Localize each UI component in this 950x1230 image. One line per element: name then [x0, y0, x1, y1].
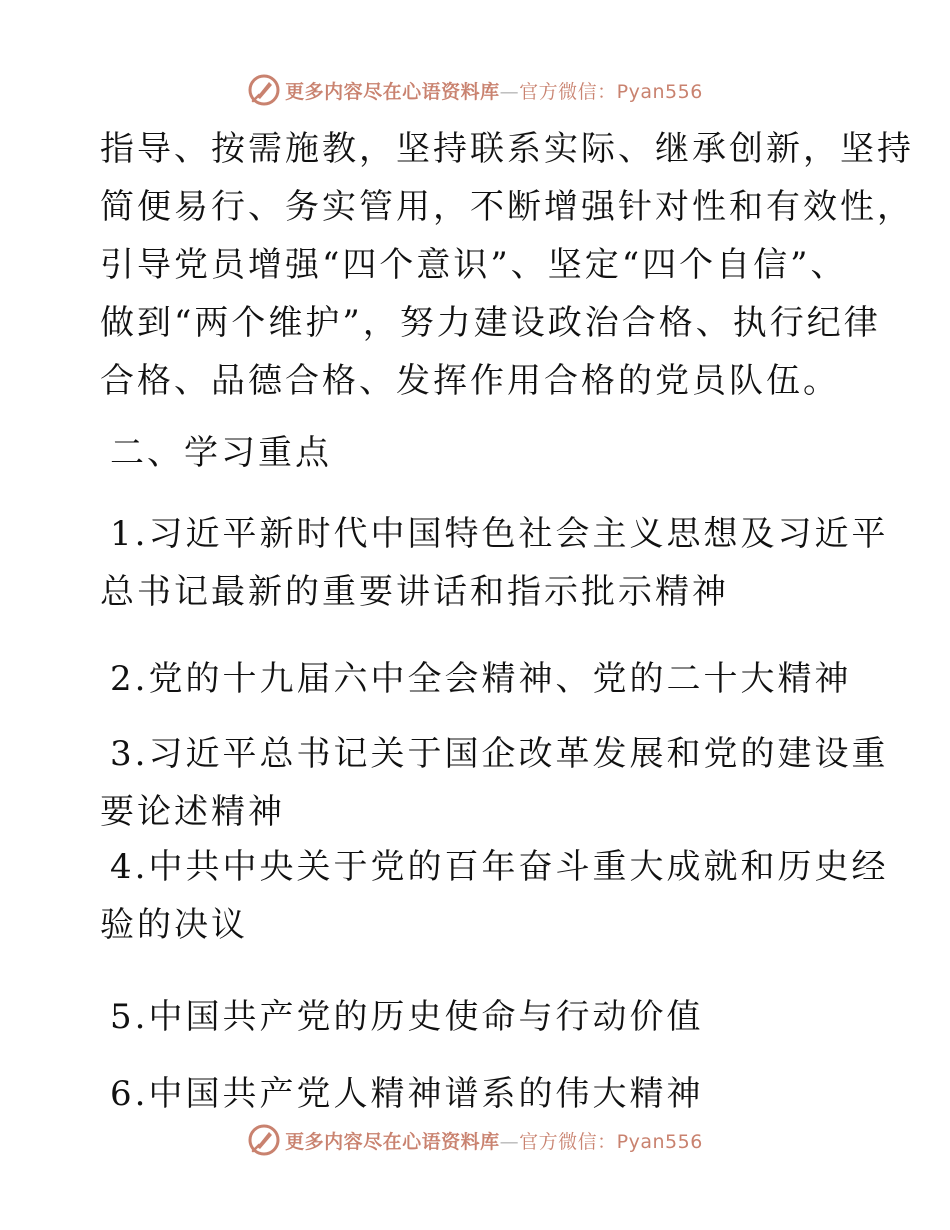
list-item — [100, 988, 703, 1046]
watermark-banner-top — [0, 70, 950, 110]
item-line: 总书记最新的重要讲话和指示批示精神 — [100, 572, 729, 612]
watermark-text — [285, 1127, 703, 1154]
list-item — [100, 838, 888, 954]
item-line: 中共中央关于党的百年奋斗重大成就和历史经 — [148, 847, 889, 887]
list-item — [100, 650, 851, 708]
intro-paragraph — [100, 120, 914, 410]
list-item — [100, 1065, 703, 1123]
watermark-text — [285, 77, 703, 104]
quill-logo-icon — [247, 1123, 281, 1157]
item-line: 党的十九届六中全会精神、党的二十大精神 — [148, 659, 852, 699]
list-item — [100, 725, 888, 841]
watermark-brand: 更多内容尽在心语资料库 — [285, 1130, 500, 1153]
item-line: 中国共产党人精神谱系的伟大精神 — [148, 1074, 704, 1114]
item-line: 中国共产党的历史使命与行动价值 — [148, 997, 704, 1037]
item-number: 3. — [110, 734, 149, 774]
watermark-contact: 官方微信：Pyan556 — [519, 80, 703, 103]
list-item — [100, 505, 888, 621]
item-number: 6. — [110, 1074, 149, 1114]
item-number: 1. — [110, 514, 149, 554]
item-line: 要论述精神 — [100, 792, 285, 832]
intro-line: 合格、品德合格、发挥作用合格的党员队伍。 — [100, 361, 840, 401]
intro-line: 指导、按需施教，坚持联系实际、继承创新，坚持 — [100, 129, 914, 169]
item-number: 4. — [110, 847, 149, 887]
item-line: 验的决议 — [100, 905, 248, 945]
watermark-separator: — — [499, 1130, 520, 1153]
watermark-banner-bottom — [0, 1120, 950, 1160]
intro-line: 引导党员增强“四个意识”、坚定“四个自信”、 — [100, 245, 848, 285]
intro-line: 做到“两个维护”，努力建设政治合格、执行纪律 — [100, 303, 881, 343]
intro-line: 简便易行、务实管用，不断增强针对性和有效性， — [100, 187, 914, 227]
section-heading: 二、学习重点 — [110, 433, 332, 473]
item-number: 5. — [110, 997, 149, 1037]
watermark-brand: 更多内容尽在心语资料库 — [285, 80, 500, 103]
item-line: 习近平总书记关于国企改革发展和党的建设重 — [148, 734, 889, 774]
item-number: 2. — [110, 659, 149, 699]
quill-logo-icon — [247, 73, 281, 107]
item-line: 习近平新时代中国特色社会主义思想及习近平 — [148, 514, 889, 554]
watermark-separator: — — [499, 80, 520, 103]
watermark-contact: 官方微信：Pyan556 — [519, 1130, 703, 1153]
